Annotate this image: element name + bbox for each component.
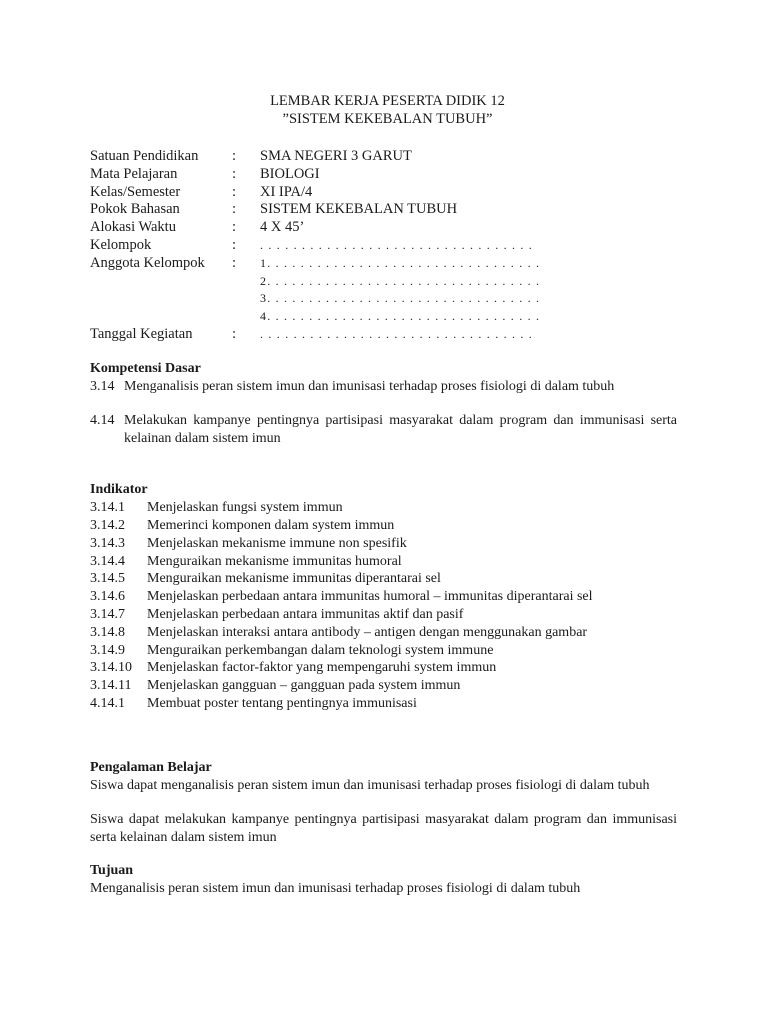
info-row: [90, 255, 677, 273]
info-colon: :: [232, 219, 237, 236]
indikator-list: [90, 499, 677, 713]
info-value: BIOLOGI: [260, 165, 320, 182]
info-label: [90, 308, 232, 326]
indikator-text: Membuat poster tentang pentingnya immunisasi: [147, 696, 417, 712]
indikator-text: Menjelaskan perbedaan antara immunitas aktif dan pasif: [147, 607, 464, 623]
info-value: SISTEM KEKEBALAN TUBUH: [260, 201, 458, 218]
kompetensi-item: [90, 378, 677, 396]
info-row: [90, 273, 677, 291]
info-value: SMA NEGERI 3 GARUT: [260, 148, 412, 164]
info-value: XI IPA/4: [260, 183, 313, 200]
info-row: [90, 219, 677, 237]
indikator-number: 3.14.11: [90, 678, 132, 694]
info-colon: [232, 290, 260, 308]
indikator-item: [90, 606, 677, 624]
indikator-item: [90, 695, 677, 713]
info-colon: :: [232, 325, 237, 342]
info-label: [90, 273, 232, 291]
info-label: [90, 290, 232, 308]
info-value: 4 X 45’: [260, 219, 305, 236]
indikator-number: 3.14.1: [90, 500, 125, 516]
indikator-text: Menjelaskan fungsi system immun: [147, 500, 343, 516]
indikator-number: 3.14.10: [90, 660, 132, 676]
info-row: [90, 290, 677, 308]
info-row: [90, 184, 677, 202]
info-label: Pokok Bahasan: [90, 201, 180, 218]
indikator-number: 3.14.8: [90, 624, 125, 640]
indikator-text: Menguraikan mekanisme immunitas humoral: [147, 553, 402, 569]
indikator-text: Menguraikan mekanisme immunitas diperantarai sel: [147, 571, 441, 587]
indikator-item: [90, 677, 677, 695]
indikator-item: [90, 570, 677, 588]
indikator-text: Memerinci komponen dalam system immun: [147, 518, 395, 534]
kompetensi-number: 3.14: [90, 378, 115, 394]
indikator-item: [90, 642, 677, 660]
info-colon: :: [232, 201, 237, 218]
pengalaman-heading: Pengalaman Belajar: [90, 759, 212, 775]
fill-in-blank[interactable]: . . . . . . . . . . . . . . . . . . . . . . . . . . . . . . . . .: [260, 326, 533, 341]
kompetensi-number: 4.14: [90, 413, 115, 429]
info-label: Tanggal Kegiatan: [90, 325, 193, 342]
info-colon: [232, 308, 260, 326]
fill-in-blank[interactable]: . . . . . . . . . . . . . . . . . . . . . . . . . . . . . . . . .: [260, 237, 533, 252]
kompetensi-text: Melakukan kampanye pentingnya partisipasi masyarakat dalam program dan immunisasi serta kelainan dalam sistem imun: [124, 413, 677, 446]
kompetensi-text: Menganalisis peran sistem imun dan imunisasi terhadap proses fisiologi di dalam tubuh: [124, 378, 615, 394]
info-colon: :: [232, 165, 237, 182]
indikator-text: Menjelaskan gangguan – gangguan pada system immun: [147, 678, 461, 694]
info-colon: :: [232, 254, 237, 271]
title-line-2: ”SISTEM KEKEBALAN TUBUH”: [282, 111, 493, 127]
fill-in-blank[interactable]: 4. . . . . . . . . . . . . . . . . . . . . . . . . . . . . . . . .: [260, 309, 541, 324]
kompetensi-heading: Kompetensi Dasar: [90, 360, 201, 376]
indikator-item: [90, 659, 677, 677]
indikator-number: 3.14.6: [90, 589, 125, 605]
indikator-item: [90, 535, 677, 553]
indikator-number: 3.14.7: [90, 607, 125, 623]
info-row: [90, 148, 677, 166]
info-row: [90, 201, 677, 219]
indikator-text: Menjelaskan factor-faktor yang mempengaruhi system immun: [147, 660, 497, 676]
title-line-1: LEMBAR KERJA PESERTA DIDIK 12: [270, 93, 505, 109]
indikator-item: [90, 588, 677, 606]
info-row: [90, 237, 677, 255]
info-label: Alokasi Waktu: [90, 219, 176, 236]
indikator-text: Menjelaskan perbedaan antara immunitas humoral – immunitas diperantarai sel: [147, 589, 593, 605]
indikator-item: [90, 624, 677, 642]
document-title: [98, 92, 677, 128]
indikator-text: Menjelaskan mekanisme immune non spesifik: [147, 535, 407, 551]
info-label: Kelas/Semester: [90, 183, 181, 200]
fill-in-blank[interactable]: 1. . . . . . . . . . . . . . . . . . . . . . . . . . . . . . . . .: [260, 255, 541, 270]
indikator-text: Menjelaskan interaksi antara antibody – antigen dengan menggunakan gambar: [147, 624, 588, 640]
tujuan-text: Menganalisis peran sistem imun dan imunisasi terhadap proses fisiologi di dalam tubuh: [90, 881, 581, 897]
info-row: [90, 166, 677, 184]
info-colon: [232, 273, 260, 291]
indikator-text: Menguraikan perkembangan dalam teknologi system immune: [147, 642, 494, 658]
indikator-heading: Indikator: [90, 482, 148, 498]
indikator-number: 3.14.4: [90, 553, 125, 569]
indikator-number: 3.14.2: [90, 518, 125, 534]
info-colon: :: [232, 236, 237, 253]
indikator-number: 3.14.5: [90, 571, 125, 587]
document-page: [90, 92, 677, 898]
info-label: Mata Pelajaran: [90, 165, 178, 182]
indikator-number: 3.14.3: [90, 535, 125, 551]
indikator-item: [90, 499, 677, 517]
indikator-number: 4.14.1: [90, 696, 125, 712]
info-row: [90, 308, 677, 326]
info-table: [90, 148, 677, 344]
fill-in-blank[interactable]: 2. . . . . . . . . . . . . . . . . . . . . . . . . . . . . . . . .: [260, 273, 541, 288]
info-row: [90, 326, 677, 344]
info-colon: :: [232, 183, 237, 200]
tujuan-heading: Tujuan: [90, 863, 134, 879]
info-colon: :: [232, 148, 237, 164]
indikator-number: 3.14.9: [90, 642, 125, 658]
indikator-item: [90, 553, 677, 571]
info-label: Anggota Kelompok: [90, 254, 205, 271]
fill-in-blank[interactable]: 3. . . . . . . . . . . . . . . . . . . . . . . . . . . . . . . . .: [260, 291, 541, 306]
pengalaman-paragraph: Siswa dapat melakukan kampanye pentingnya partisipasi masyarakat dalam program dan immunisasi serta kelainan dalam sistem imun: [90, 812, 677, 845]
info-label: Satuan Pendidikan: [90, 148, 199, 164]
pengalaman-paragraph: Siswa dapat menganalisis peran sistem imun dan imunisasi terhadap proses fisiologi di dalam tubuh: [90, 777, 650, 793]
info-label: Kelompok: [90, 236, 152, 253]
kompetensi-item: [90, 412, 677, 447]
indikator-item: [90, 517, 677, 535]
